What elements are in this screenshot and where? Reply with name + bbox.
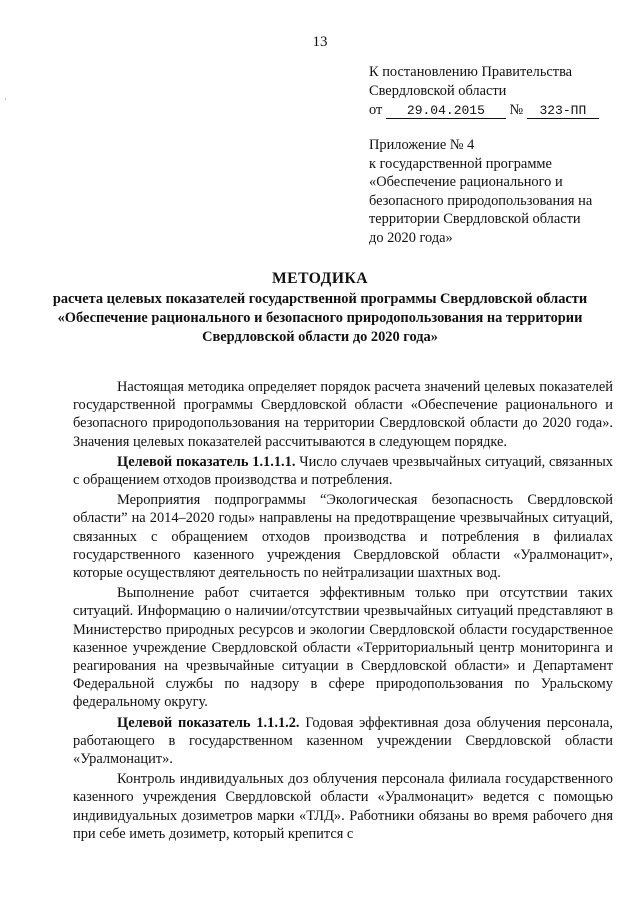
approval-block — [369, 63, 631, 120]
intro-paragraph: Настоящая методика определяет порядок расчета значений целевых показателей государственной программы Свердловской области «Обеспечение рационального и безопасного природопользования на территории Свердловской области до 2020 года». Значения целевых показателей рассчитываются в следующем порядке. — [73, 379, 613, 450]
indicator-1-label: Целевой показатель 1.1.1.1. — [117, 453, 296, 470]
annex-line: безопасного природопользования на — [369, 192, 593, 209]
number-label: № — [509, 102, 524, 118]
from-label: от — [369, 102, 383, 118]
approval-date: 29.04.2015 — [386, 103, 506, 119]
page-number: 13 — [312, 34, 328, 50]
approval-line-1: К постановлению Правительства — [369, 64, 573, 80]
control-paragraph: Контроль индивидуальных доз облучения персонала филиала государственного казенного учреждения Свердловской области «Уралмонацит» ведется с помощью индивидуальных дозиметров марки «ТЛД». Работники обязаны во время рабочего дня при себе иметь дозиметр, который крепится с — [73, 771, 613, 842]
document-body — [73, 378, 613, 843]
document-title: МЕТОДИКА — [271, 270, 369, 287]
annex-block — [369, 136, 631, 248]
stray-mark: · — [4, 95, 7, 104]
approval-line-2: Свердловской области — [369, 83, 507, 99]
annex-line: к государственной программе — [369, 155, 552, 172]
document-subtitle: расчета целевых показателей государственной программы Свердловской области «Обеспечение рационального и безопасного природопользования на территории Свердловской области до 2020 года» — [52, 291, 588, 345]
approval-date-line — [369, 101, 631, 120]
indicator-2-label: Целевой показатель 1.1.1.2. — [117, 714, 300, 731]
indicator-2-paragraph — [73, 714, 613, 769]
annex-title: Приложение № 4 — [369, 137, 475, 153]
annex-line: «Обеспечение рационального и — [369, 174, 563, 191]
effectiveness-paragraph: Выполнение работ считается эффективным только при отсутствии таких ситуаций. Информацию о наличии/отсутствии чрезвычайных ситуаций представляют в Министерство природных ресурсов и экологии Свердловской области государственное казенное учреждение Свердловской области «Территориальный центр мониторинга и реагирования на чрезвычайные ситуации в Свердловской области» и Департамент Федеральной службы по надзору в сфере природопользования по Уральскому федеральному округу. — [73, 585, 613, 711]
indicator-1-paragraph — [73, 453, 613, 489]
indicator-2-text: Годовая эффективная доза облучения персонала, работающего в государственном казенном учреждении Свердловской области «Уралмонацит». — [73, 714, 613, 768]
measures-paragraph: Мероприятия подпрограммы “Экологическая безопасность Свердловской области” на 2014–2020 годы» направлены на предотвращение чрезвычайных ситуаций, связанных с обращением отходов производства и потребления в филиалах государственного казенного учреждения Свердловской области «Уралмонацит», которые осуществляют деятельность по нейтрализации шахтных вод. — [73, 492, 613, 582]
indicator-1-text: Число случаев чрезвычайных ситуаций, связанных с обращением отходов производства и потребления. — [73, 453, 613, 489]
approval-number: 323-ПП — [527, 103, 599, 119]
annex-line: до 2020 года» — [369, 229, 453, 246]
annex-line: территории Свердловской области — [369, 211, 581, 228]
